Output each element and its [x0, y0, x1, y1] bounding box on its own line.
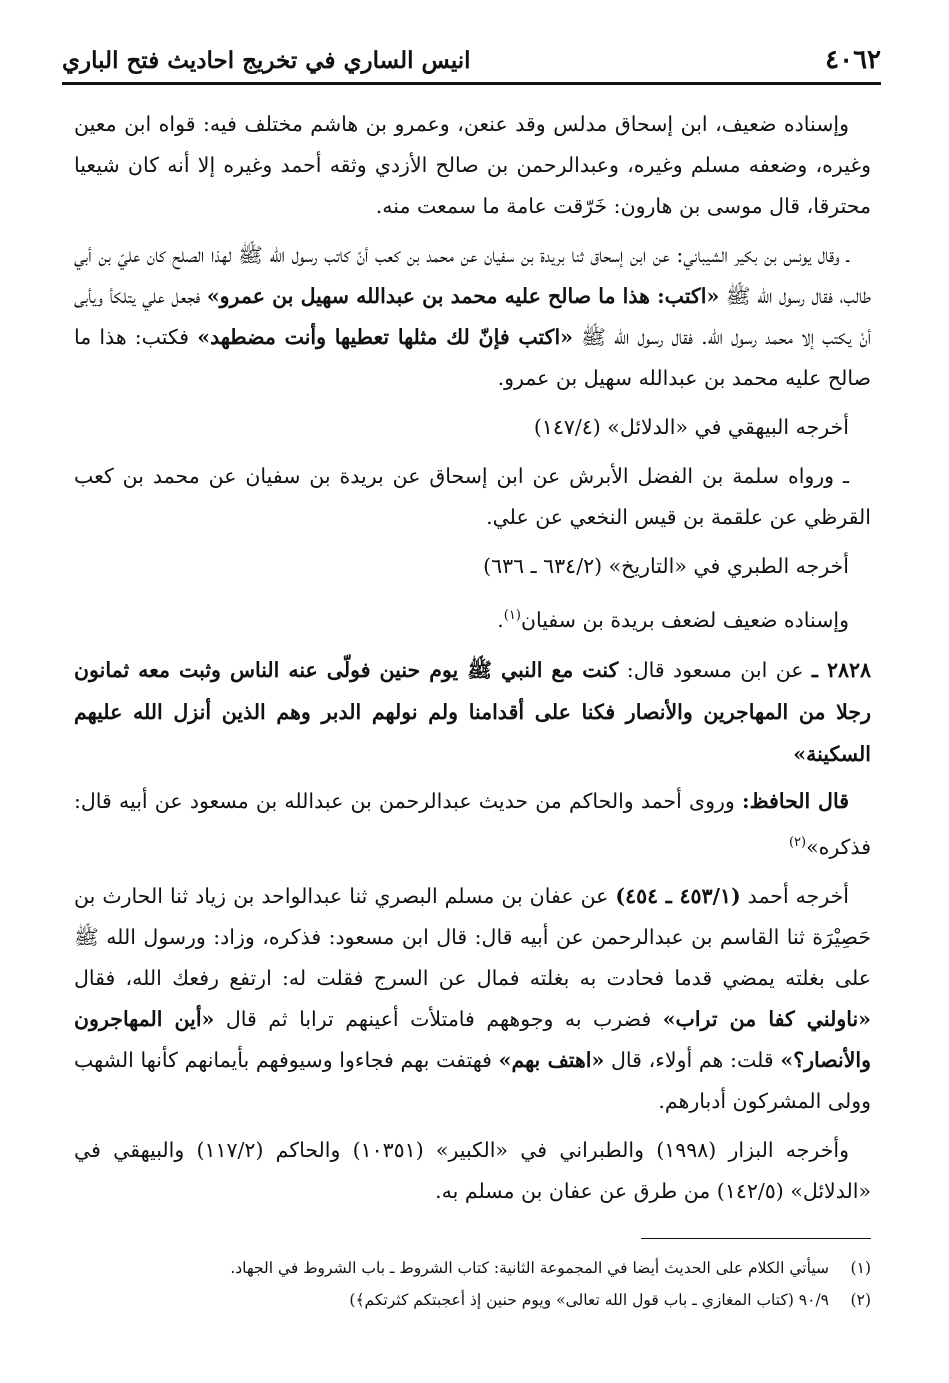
text-segment: . — [497, 607, 504, 632]
paragraph-hafiz — [74, 781, 871, 868]
text-segment: عن عفان بن مسلم البصري ثنا عبدالواحد بن زياد ثنا الحارث بن حَصِيْرَة ثنا القاسم بن عبدالرحمن عن أبيه قال: قال ابن مسعود: فذكره، وزاد: ورسول الله ﷺ على بغلته يمضي قدما فحادت به بغلته فمال عن السرج فقلت له: ارتفع رفعك الله، فقال — [74, 883, 871, 990]
quote-bold: «أين المهاجرون والأنصار؟» — [74, 1006, 871, 1072]
text-segment: فجعل علي يتلكأ ويأبى أنْ يكتب إلا محمد رسول الله. فقال رسول الله ﷺ — [74, 284, 872, 349]
paragraph-salama: ـ ورواه سلمة بن الفضل الأبرش عن ابن إسحاق عن بريدة بن سفيان عن محمد بن كعب القرظي عن علقمة بن قيس النخعي عن علي. — [74, 464, 871, 529]
footnote-number: (١) — [850, 1259, 871, 1277]
footnote-divider — [641, 1238, 871, 1239]
quote-bold: «اكتب: هذا ما صالح عليه محمد بن عبدالله سهيل بن عمرو» — [206, 284, 720, 308]
footnote-text: ٩٠/٩ (كتاب المغازي ـ باب قول الله تعالى» ويوم حنين إذ أعجبتكم كثرتكم﴾) — [349, 1291, 829, 1309]
page-header — [62, 40, 881, 80]
footnote — [74, 1284, 871, 1316]
quote-bold: «ناولني كفا من تراب» — [662, 1006, 871, 1031]
paragraph-isnad-weak: وإسناده ضعيف، ابن إسحاق مدلس وقد عنعن، وعمرو بن هاشم مختلف فيه: قواه ابن معين وغيره، وضعفه مسلم وغيره، وعبدالرحمن بن صالح الأزدي وثقه أحمد وغيره إلا أنه كان شيعيا محترقا، قال موسى بن هارون: خَرّقت عامة ما سمعت منه. — [74, 112, 871, 218]
header-divider — [62, 82, 881, 85]
paragraph-ahmad — [74, 876, 871, 1122]
quote-bold: «اكتب فإنّ لك مثلها تعطيها وأنت مضطهد» — [197, 325, 573, 349]
footnotes — [74, 1252, 871, 1316]
paragraph-weak-burayda — [74, 595, 871, 641]
text-segment: فكتب: هذا ما صالح عليه محمد بن عبدالله سهيل بن عمرو. — [74, 325, 871, 390]
footnote-number: (٢) — [850, 1291, 871, 1309]
page-body — [74, 104, 871, 1220]
hadith-2828 — [74, 649, 871, 775]
text-segment: ـ وقال يونس بن بكير الشيباني: عن ابن إسحاق ثنا بريدة بن سفيان عن محمد بن كعب أنّ كاتب رسول الله ﷺ لهذا الصلح كان عليّ بن أبي طالب، فقال رسول الله ﷺ — [74, 243, 871, 308]
book-title: انيس الساري في تخريج احاديث فتح الباري — [62, 46, 471, 74]
paragraph-bazzar: وأخرجه البزار (١٩٩٨) والطبراني في «الكبير» (١٠٣٥١) والحاكم (١١٧/٢) والبيهقي في «الدلائل» (١٤٢/٥) من طرق عن عفان بن مسلم به. — [74, 1137, 871, 1203]
text-segment: وإسناده ضعيف لضعف بريدة بن سفيان — [520, 607, 849, 632]
hafiz-label: قال الحافظ: — [742, 788, 849, 813]
footnote-marker: (١) — [503, 608, 521, 623]
footnote-marker: (٢) — [788, 834, 807, 850]
text-segment: قلت: هم أولاء، قال — [604, 1047, 781, 1072]
hadith-intro: عن ابن مسعود قال: — [618, 657, 812, 682]
hadith-number: ٢٨٢٨ ـ — [811, 657, 871, 682]
reference-bayhaqi: أخرجه البيهقي في «الدلائل» (١٤٧/٤) — [533, 415, 849, 439]
hadith-text: كنت مع النبي ﷺ يوم حنين فولّى عنه الناس وثبت معه ثمانون رجلا من المهاجرين والأنصار فكنا على أقدامنا ولم نولهم الدبر وهم الذين أنزل الله عليهم السكينة» — [74, 657, 871, 766]
reference-tabari: أخرجه الطبري في «التاريخ» (٦٣٤/٢ ـ ٦٣٦) — [483, 554, 849, 578]
reference-bold: (٤٥٣/١ ـ ٤٥٤) — [615, 883, 741, 908]
paragraph-yunus — [74, 235, 871, 399]
text-segment: أخرجه أحمد — [740, 883, 850, 908]
text-segment: فضرب به وجوههم فامتلأت أعينهم ترابا ثم قال — [214, 1006, 663, 1031]
page-number: ٤٠٦٢ — [825, 45, 881, 75]
text-segment: فهتفت بهم فجاءوا وسيوفهم بأيمانهم كأنها الشهب وولى المشركون أدبارهم. — [74, 1047, 871, 1113]
footnote-text: سيأتي الكلام على الحديث أيضا في المجموعة الثانية: كتاب الشروط ـ باب الشروط في الجهاد. — [230, 1259, 829, 1277]
quote-bold: «اهتف بهم» — [498, 1047, 605, 1072]
footnote — [74, 1252, 871, 1284]
text-segment: وروى أحمد والحاكم من حديث عبدالرحمن بن عبدالله بن مسعود عن أبيه قال: فذكره» — [74, 788, 871, 859]
